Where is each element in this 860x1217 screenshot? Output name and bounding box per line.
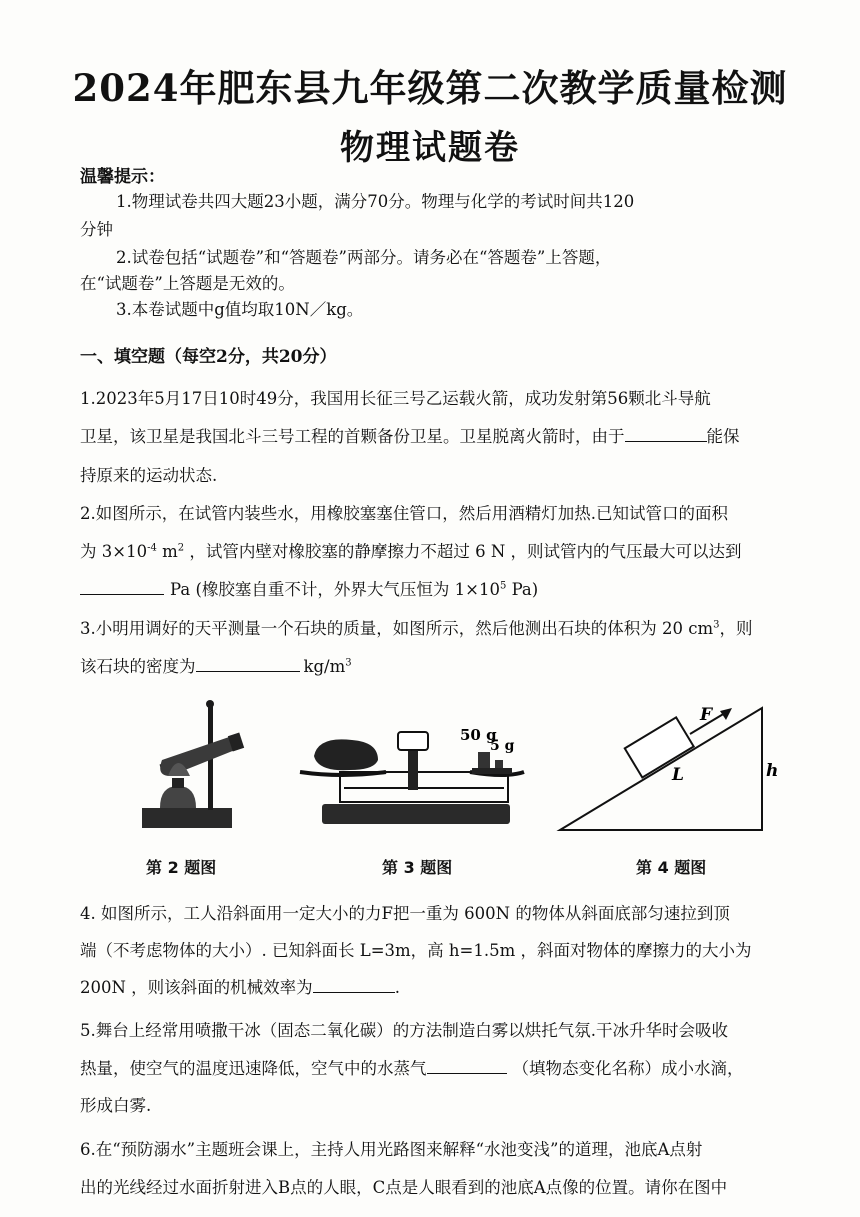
q1-text-b: 能保	[706, 427, 740, 446]
q5-answer-blank[interactable]	[427, 1059, 507, 1074]
q5-text-a: 热量，使空气的温度迅速降低，空气中的水蒸气	[80, 1059, 427, 1078]
q1-line-2	[80, 423, 740, 447]
tip-3: 3.本卷试题中g值均取10N／kg。	[116, 300, 364, 319]
q5-line-1: 5.舞台上经常用喷撒干冰（固态二氧化碳）的方法制造白雾以烘托气氛.干冰升华时会吸收	[80, 1021, 728, 1040]
q1-line-1: 1.2023年5月17日10时49分，我国用长征三号乙运载火箭，成功发射第56颗北斗导航	[80, 389, 711, 408]
tip-2-line-1: 2.试卷包括“试题卷”和“答题卷”两部分。请务必在“答题卷”上答题，	[116, 248, 612, 267]
exam-title: 2024年肥东县九年级第二次教学质量检测	[72, 66, 788, 110]
q2-exp-2: 2	[177, 542, 185, 554]
q2-exp-3: 5	[499, 580, 507, 592]
tips-heading: 温馨提示：	[80, 167, 165, 187]
q5-line-2	[80, 1055, 744, 1079]
q5-line-3: 形成白雾.	[80, 1096, 152, 1115]
q3-exp-2: 3	[345, 657, 352, 669]
q2-answer-blank[interactable]	[80, 580, 164, 595]
q4-text-a: 200N ，则该斜面的机械效率为	[80, 978, 313, 997]
q3-answer-blank[interactable]	[196, 657, 300, 672]
q3-line-2	[80, 653, 352, 677]
fig2-test-tube-apparatus	[142, 700, 244, 828]
fig4-force-label: F	[700, 705, 713, 725]
q4-line-3	[80, 974, 400, 998]
tip-1-line-2: 分钟	[80, 220, 113, 239]
fig2-caption: 第 2 题图	[146, 858, 217, 877]
fig3-balance	[300, 726, 524, 824]
section-1-title: 一、填空题（每空2分，共20分）	[80, 347, 337, 367]
q3-line-1	[80, 615, 753, 639]
q2-exp-1: -4	[147, 542, 157, 554]
exam-subtitle: 物理试题卷	[340, 128, 520, 168]
q2-line-3	[80, 576, 538, 600]
q4-text-b: .	[394, 978, 400, 997]
q5-text-b: （填物态变化名称）成小水滴，	[512, 1059, 744, 1078]
fig4-length-label: L	[672, 765, 684, 785]
q3-text-a: 3.小明用调好的天平测量一个石块的质量，如图所示，然后他测出石块的体积为 20 cm	[80, 619, 714, 638]
q2-text-d: Pa (橡胶塞自重不计，外界大气压恒为 1×10	[170, 580, 500, 599]
q2-line-2	[80, 538, 742, 562]
q6-line-2: 出的光线经过水面折射进入B点的人眼，C点是人眼看到的池底A点像的位置。请你在图中	[80, 1178, 728, 1197]
q1-line-3: 持原来的运动状态.	[80, 466, 218, 485]
q2-text-c: ，试管内壁对橡胶塞的静摩擦力不超过 6 N ，则试管内的气压最大可以达到	[184, 542, 742, 561]
fig3-caption: 第 3 题图	[382, 858, 453, 877]
q2-text-e: Pa)	[506, 580, 539, 599]
figures-row	[0, 690, 860, 850]
q2-text-a: 为 3×10	[80, 542, 148, 561]
fig3-weight-5g: 5 g	[490, 738, 515, 754]
q3-text-d: kg/m	[303, 657, 346, 676]
fig4-height-label: h	[766, 761, 779, 781]
fig4-inclined-plane	[560, 705, 778, 830]
q4-line-1: 4. 如图所示，工人沿斜面用一定大小的力F把一重为 600N 的物体从斜面底部匀速拉到顶	[80, 904, 730, 923]
fig3-weight-50g: 50 g	[460, 726, 497, 744]
q6-line-1: 6.在“预防溺水”主题班会课上，主持人用光路图来解释“水池变浅”的道理，池底A点射	[80, 1140, 703, 1159]
q3-exp-1: 3	[713, 619, 720, 631]
q4-answer-blank[interactable]	[313, 978, 395, 993]
q3-text-b: ，则	[719, 619, 753, 638]
q3-text-c: 该石块的密度为	[80, 657, 196, 676]
tip-2-line-2: 在“试题卷”上答题是无效的。	[80, 274, 295, 293]
q2-line-1: 2.如图所示，在试管内装些水，用橡胶塞塞住管口，然后用酒精灯加热.已知试管口的面积	[80, 504, 728, 523]
q4-line-2: 端（不考虑物体的大小）. 已知斜面长 L=3m，高 h=1.5m ，斜面对物体的摩擦力的大小为	[80, 941, 752, 960]
q1-text-a: 卫星，该卫星是我国北斗三号工程的首颗备份卫星。卫星脱离火箭时，由于	[80, 427, 625, 446]
fig4-caption: 第 4 题图	[636, 858, 707, 877]
q1-answer-blank[interactable]	[625, 427, 707, 442]
q2-text-b: m	[156, 542, 178, 561]
tip-1-line-1: 1.物理试卷共四大题23小题，满分70分。物理与化学的考试时间共120	[116, 192, 635, 211]
